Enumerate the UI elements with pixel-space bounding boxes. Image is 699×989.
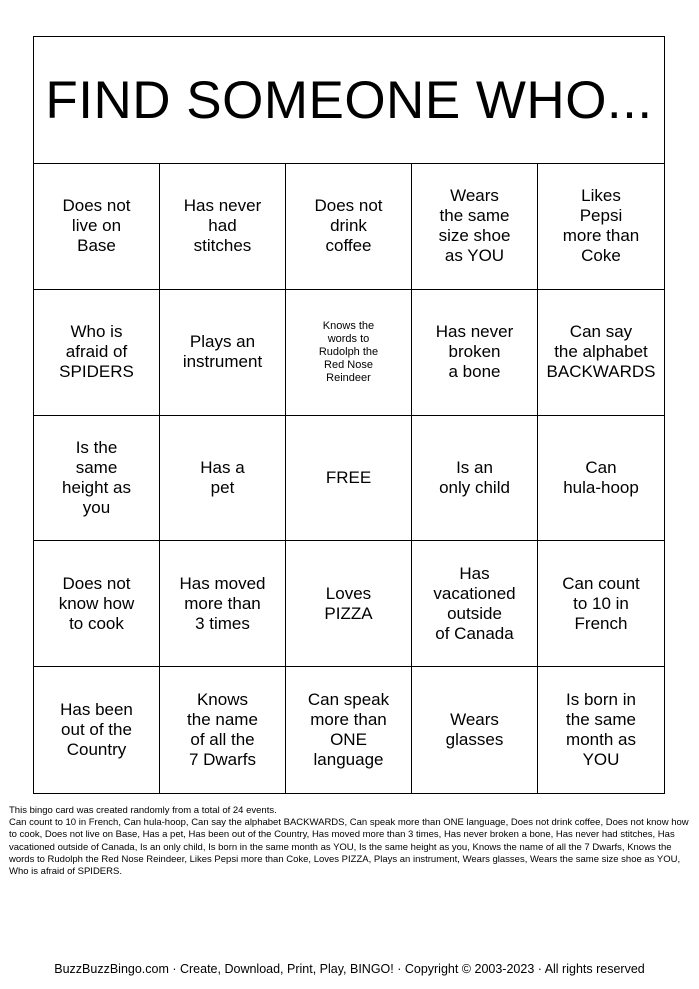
bingo-cell-r4c5: Can count to 10 in French — [538, 541, 664, 667]
bingo-cell-r5c4: Wears glasses — [412, 667, 538, 793]
bingo-cell-r3c4: Is an only child — [412, 416, 538, 542]
bingo-cell-r2c5: Can say the alphabet BACKWARDS — [538, 290, 664, 416]
bingo-cell-r5c5: Is born in the same month as YOU — [566, 690, 636, 770]
bingo-cell-r5c3: Can speak more than ONE language — [286, 667, 412, 793]
bingo-cell-r2c3: Knows the words to Rudolph the Red Nose Reindeer — [286, 290, 412, 416]
bingo-cell-r4c4: Has vacationed outside of Canada — [412, 541, 538, 667]
card-title: FIND SOMEONE WHO... — [34, 37, 664, 164]
bingo-cell-r3c1: Is the same height as you — [34, 416, 160, 542]
bingo-cell-r4c2: Has moved more than 3 times — [160, 541, 286, 667]
bingo-cell-r1c4: Wears the same size shoe as YOU — [412, 164, 538, 290]
bingo-cell-r5c2: Knows the name of all the 7 Dwarfs — [160, 667, 286, 793]
bingo-cell-r1c1: Does not live on Base — [34, 164, 160, 290]
bingo-cell-r1c3: Does not drink coffee — [286, 164, 412, 290]
bingo-cell-r2c2: Plays an instrument — [160, 290, 286, 416]
bingo-cell-r4c1: Does not know how to cook — [34, 541, 160, 667]
bingo-cell-r4c3: Loves PIZZA — [286, 541, 412, 667]
free-space-cell: FREE — [286, 416, 412, 542]
site-footer: BuzzBuzzBingo.com · Create, Download, Print, Play, BINGO! · Copyright © 2003-2023 · All rights reserved — [54, 962, 645, 976]
bingo-cell-r1c2: Has never had stitches — [160, 164, 286, 290]
bingo-cell-r3c5: Can hula-hoop — [538, 416, 664, 542]
bingo-cell-r2c1: Who is afraid of SPIDERS — [34, 290, 160, 416]
info-intro: This bingo card was created randomly from a total of 24 events. — [9, 805, 277, 816]
bingo-cell-r2c4: Has never broken a bone — [412, 290, 538, 416]
bingo-card — [33, 36, 665, 794]
card-info — [9, 805, 689, 878]
info-events-list: Can count to 10 in French, Can hula-hoop, Can say the alphabet BACKWARDS, Can speak more than ONE language, Does not drink coffee, Does not know how to cook, Does not live on Base, Has a pet, Has been out of the Country, Has moved more than 3 times, Has never broken a bone, Has never had stitches, Has vacationed outside of Canada, Is an only child, Is born in the same month as YOU, Is the same height as you, Knows the name of all the 7 Dwarfs, Knows the words to Rudolph the Red Nose Reindeer, Likes Pepsi more than Coke, Loves PIZZA, Plays an instrument, Wears glasses, Wears the same size shoe as YOU, Who is afraid of SPIDERS. — [9, 817, 689, 878]
bingo-cell-r3c2: Has a pet — [160, 416, 286, 542]
bingo-cell-r1c5: Likes Pepsi more than Coke — [538, 164, 664, 290]
bingo-cell-r5c1: Has been out of the Country — [34, 667, 160, 793]
bingo-grid — [34, 164, 664, 793]
